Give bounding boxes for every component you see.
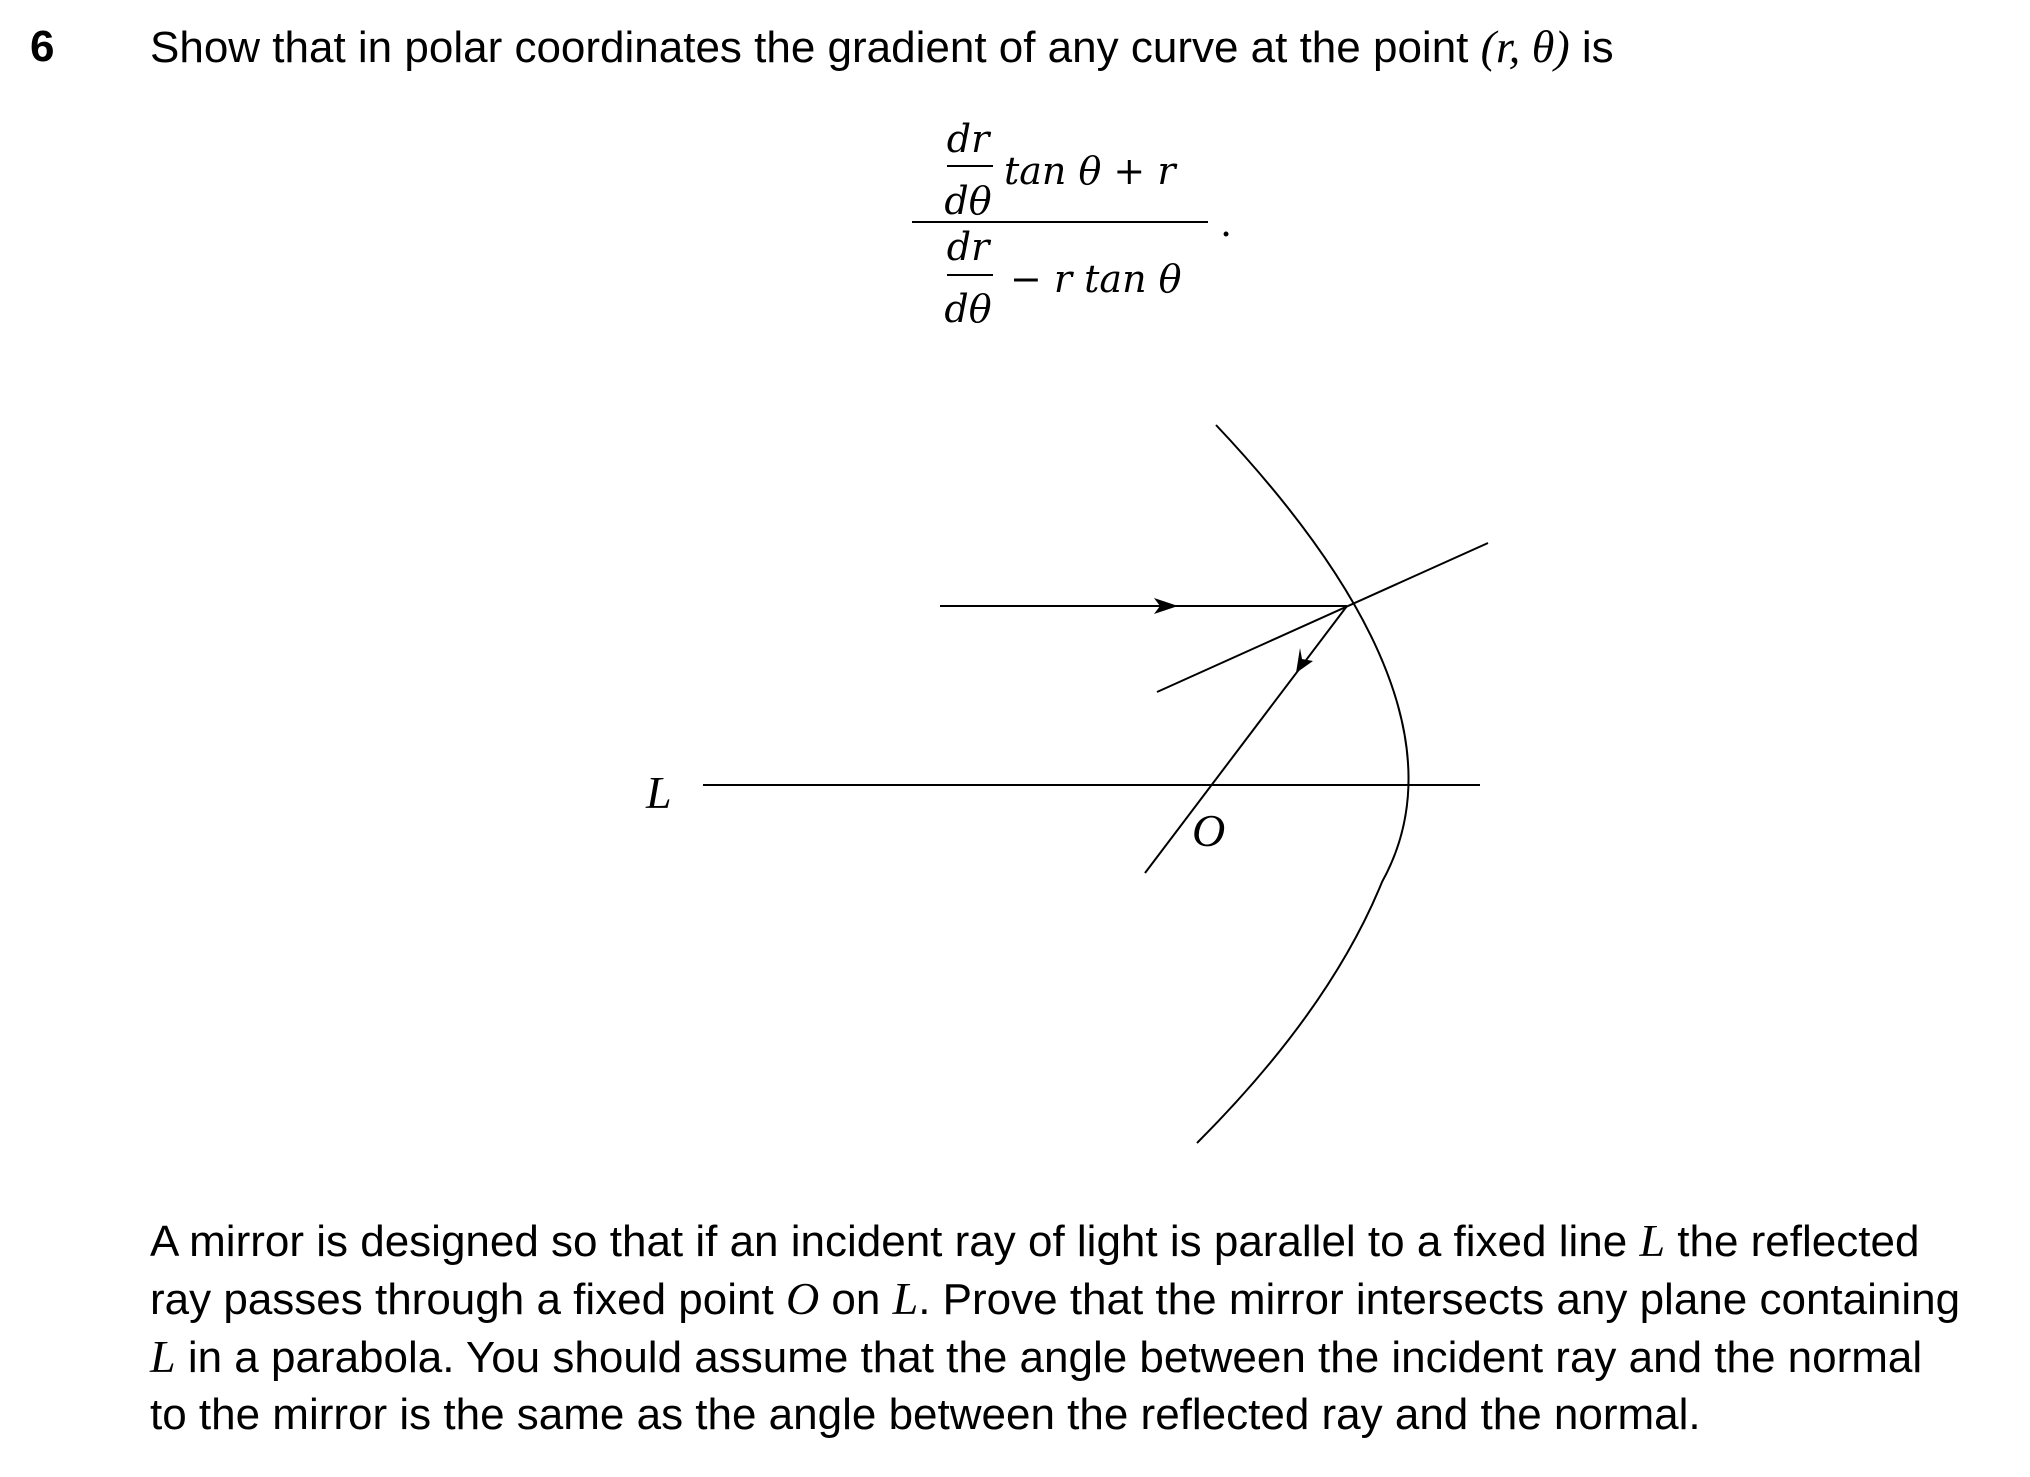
den-frac-bottom: dθ	[944, 287, 992, 331]
den-rest: − r tan θ	[1010, 257, 1182, 301]
line1-text-a: A mirror is designed so that if an incident ray of light is parallel to a fixed line	[150, 1217, 1628, 1266]
line2-text-c: . Prove that the mirror intersects any plane containing	[918, 1275, 1961, 1324]
reflected-arrow-icon	[1296, 648, 1313, 673]
num-rest: tan θ + r	[1004, 149, 1176, 193]
formula-end-dot: .	[1220, 201, 1233, 245]
reflected-ray	[1145, 606, 1347, 873]
gradient-formula	[912, 117, 1232, 331]
paragraph-line-2	[150, 1270, 1990, 1328]
den-frac-top: dr	[946, 225, 990, 269]
line3-text-a: in a parabola. You should assume that the angle between the incident ray and the normal	[187, 1333, 1923, 1382]
line3-L: L	[150, 1331, 176, 1382]
line2-O: O	[785, 1273, 820, 1324]
line2-text-b: on	[831, 1275, 881, 1324]
question-number: 6	[30, 22, 55, 71]
line1-L: L	[1639, 1215, 1666, 1266]
paragraph-line-4: to the mirror is the same as the angle between the reflected ray and the normal.	[150, 1390, 1701, 1439]
question-paragraph	[150, 1212, 1990, 1443]
label-O: O	[1192, 805, 1226, 856]
num-frac-bottom: dθ	[944, 179, 992, 223]
num-frac-top: dr	[946, 117, 990, 161]
mirror-diagram	[703, 425, 1488, 1143]
intro-point: (r, θ)	[1480, 21, 1570, 72]
line2-L: L	[892, 1273, 919, 1324]
line2-text-a: ray passes through a fixed point	[150, 1275, 774, 1324]
intro-text: Show that in polar coordinates the gradient of any curve at the point	[150, 23, 1469, 72]
paragraph-line-3	[150, 1328, 1990, 1386]
line1-text-b: the reflected	[1677, 1217, 1920, 1266]
intro-end: is	[1581, 23, 1614, 72]
normal-line	[1157, 543, 1488, 692]
label-L: L	[646, 767, 672, 818]
paragraph-line-1	[150, 1212, 1990, 1270]
